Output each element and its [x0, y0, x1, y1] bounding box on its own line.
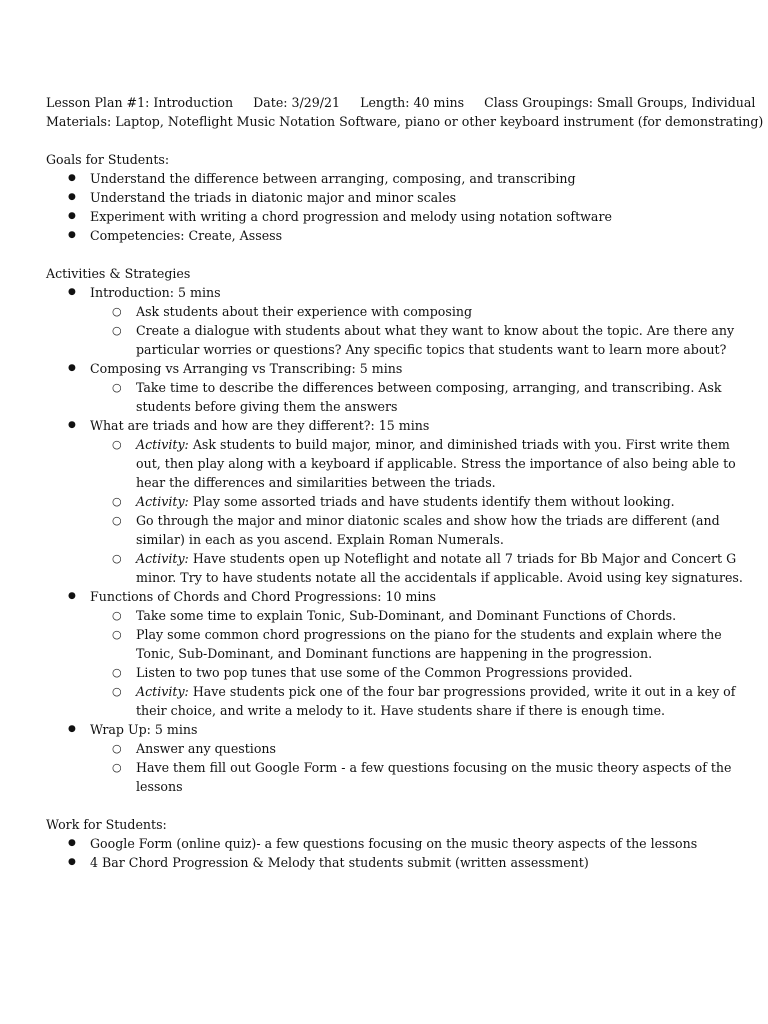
- goal-item: ● Competencies: Create, Assess: [68, 228, 283, 243]
- activity-label: Activity:: [136, 437, 189, 452]
- activities-title: Activities & Strategies: [46, 266, 191, 281]
- lesson-header: [46, 93, 756, 112]
- bullet-icon: ●: [68, 838, 76, 848]
- work-item: ● 4 Bar Chord Progression & Melody that students submit (written assessment): [68, 855, 589, 870]
- goal-item: ● Understand the triads in diatonic major and minor scales: [68, 190, 457, 205]
- bullet-icon: ●: [68, 192, 76, 202]
- bullet-icon: ●: [68, 724, 76, 734]
- work-list: [46, 834, 746, 872]
- goal-item: ● Understand the difference between arranging, composing, and transcribing: [68, 171, 576, 186]
- bullet-icon: ●: [68, 211, 76, 221]
- materials-line: Materials: Laptop, Noteflight Music Notation Software, piano or other keyboard instrument (for demonstrating): [46, 114, 764, 129]
- activity-step: ○ Take time to describe the differences between composing, arranging, and transcribing. Ask students before giving them the answers: [112, 380, 722, 414]
- activity-step: ○ Ask students about their experience with composing: [112, 304, 473, 319]
- work-title: Work for Students:: [46, 817, 167, 832]
- circle-bullet-icon: ○: [112, 666, 122, 679]
- goals-title: Goals for Students:: [46, 152, 170, 167]
- goals-list: [46, 169, 746, 245]
- work-item: ● Google Form (online quiz)- a few questions focusing on the music theory aspects of the lessons: [68, 836, 698, 851]
- bullet-icon: ●: [68, 591, 76, 601]
- lesson-title: Lesson Plan #1: Introduction: [46, 95, 234, 110]
- activity-section: ● Functions of Chords and Chord Progressions: 10 mins: [68, 589, 437, 604]
- bullet-icon: ●: [68, 363, 76, 373]
- bullet-icon: ●: [68, 230, 76, 240]
- circle-bullet-icon: ○: [112, 628, 122, 641]
- lesson-plan-content: [46, 93, 764, 872]
- circle-bullet-icon: ○: [112, 514, 122, 527]
- class-groupings: Class Groupings: Small Groups, Individual: [484, 95, 756, 110]
- lesson-length: Length: 40 mins: [360, 95, 465, 110]
- bullet-icon: ●: [68, 857, 76, 867]
- goal-item: ● Experiment with writing a chord progression and melody using notation software: [68, 209, 612, 224]
- activity-step: ○ Answer any questions: [112, 741, 276, 756]
- activity-label: Activity:: [136, 684, 189, 699]
- activity-step: ○ Activity: Play some assorted triads and have students identify them without looking.: [112, 494, 675, 509]
- activity-step: ○ Have them fill out Google Form - a few questions focusing on the music theory aspects of the lessons: [112, 760, 732, 794]
- activity-label: Activity:: [136, 494, 189, 509]
- activity-step: ○ Activity: Ask students to build major, minor, and diminished triads with you. First write them out, then play along with a keyboard if applicable. Stress the importance of also being able to hear the differences and similarities between the triads.: [112, 437, 736, 490]
- circle-bullet-icon: ○: [112, 685, 122, 698]
- circle-bullet-icon: ○: [112, 552, 122, 565]
- circle-bullet-icon: ○: [112, 742, 122, 755]
- activity-step: ○ Go through the major and minor diatonic scales and show how the triads are different (and similar) in each as you ascend. Explain Roman Numerals.: [112, 513, 720, 547]
- circle-bullet-icon: ○: [112, 438, 122, 451]
- activity-section: ● Composing vs Arranging vs Transcribing: 5 mins: [68, 361, 403, 376]
- circle-bullet-icon: ○: [112, 305, 122, 318]
- activity-step: ○ Activity: Have students pick one of the four bar progressions provided, write it out in a key of their choice, and write a melody to it. Have students share if there is enough time.: [112, 684, 736, 718]
- circle-bullet-icon: ○: [112, 495, 122, 508]
- activity-section: ● What are triads and how are they different?: 15 mins: [68, 418, 430, 433]
- lesson-date: Date: 3/29/21: [253, 95, 341, 110]
- circle-bullet-icon: ○: [112, 761, 122, 774]
- activity-step: ○ Activity: Have students open up Noteflight and notate all 7 triads for Bb Major and Concert G minor. Try to have students notate all the accidentals if applicable. Avoid using key signatures.: [112, 551, 743, 585]
- activity-step: ○ Create a dialogue with students about what they want to know about the topic. Are there any particular worries or questions? Any specific topics that students want to learn more about?: [112, 323, 735, 357]
- activity-step: ○ Take some time to explain Tonic, Sub-Dominant, and Dominant Functions of Chords.: [112, 608, 677, 623]
- activities-list: [46, 283, 746, 796]
- bullet-icon: ●: [68, 173, 76, 183]
- circle-bullet-icon: ○: [112, 609, 122, 622]
- activity-step: ○ Listen to two pop tunes that use some of the Common Progressions provided.: [112, 665, 633, 680]
- bullet-icon: ●: [68, 287, 76, 297]
- bullet-icon: ●: [68, 420, 76, 430]
- activity-section: ● Wrap Up: 5 mins: [68, 722, 198, 737]
- circle-bullet-icon: ○: [112, 324, 122, 337]
- activity-section: ● Introduction: 5 mins: [68, 285, 221, 300]
- activity-label: Activity:: [136, 551, 189, 566]
- activity-step: ○ Play some common chord progressions on the piano for the students and explain where the Tonic, Sub-Dominant, and Dominant functions are happening in the progression.: [112, 627, 722, 661]
- circle-bullet-icon: ○: [112, 381, 122, 394]
